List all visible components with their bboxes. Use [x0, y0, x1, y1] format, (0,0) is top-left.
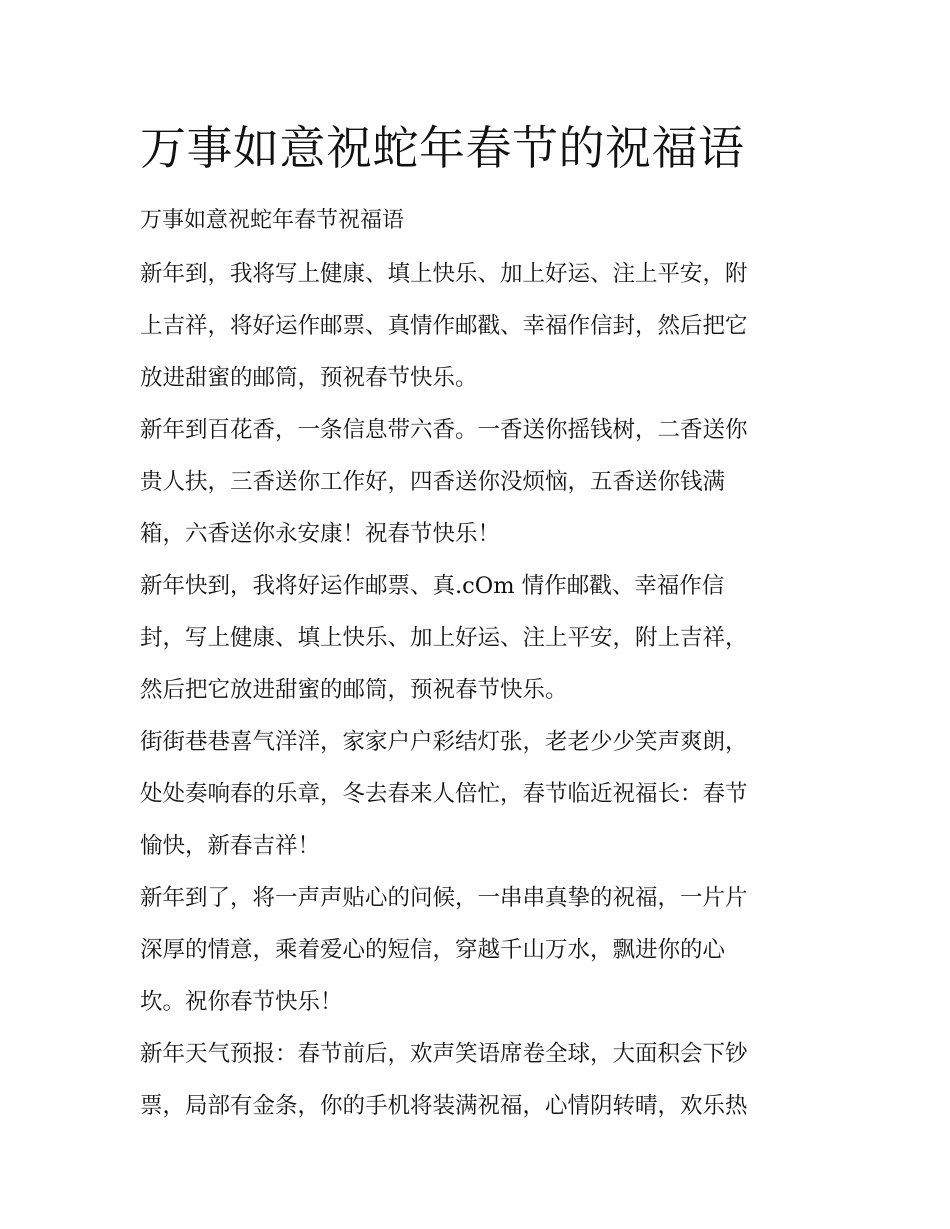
paragraph	[140, 872, 820, 1028]
paragraph-line: 处处奏响春的乐章，冬去春来人倍忙，春节临近祝福长：春节	[140, 781, 748, 807]
paragraph-line: 愉快，新春吉祥！	[140, 833, 321, 859]
paragraph-line: 票，局部有金条，你的手机将装满祝福，心情阴转晴，欢乐热	[140, 1093, 748, 1119]
paragraph-line: 贵人扶，三香送你工作好，四香送你没烦恼，五香送你钱满	[140, 469, 726, 495]
paragraph-line: 箱，六香送你永安康！祝春节快乐！	[140, 521, 501, 547]
paragraph-line: 新年到百花香，一条信息带六香。一香送你摇钱树，二香送你	[140, 417, 748, 443]
paragraph	[140, 716, 820, 872]
paragraph-line: 上吉祥，将好运作邮票、真情作邮戳、幸福作信封，然后把它	[140, 313, 748, 339]
paragraph	[140, 560, 820, 716]
subtitle: 万事如意祝蛇年春节祝福语	[140, 208, 405, 233]
paragraph-line: 然后把它放进甜蜜的邮筒，预祝春节快乐。	[140, 677, 568, 703]
paragraph-line: 新年天气预报：春节前后，欢声笑语席卷全球，大面积会下钞	[140, 1041, 748, 1067]
document-body	[140, 118, 820, 1132]
paragraph-line: 新年快到，我将好运作邮票、真.cOm 情作邮戳、幸福作信	[140, 573, 725, 599]
paragraph-line: 封，写上健康、填上快乐、加上好运、注上平安，附上吉祥，	[140, 625, 748, 651]
paragraph-line: 街街巷巷喜气洋洋，家家户户彩结灯张，老老少少笑声爽朗，	[140, 729, 748, 755]
paragraph-line: 新年到，我将写上健康、填上快乐、加上好运、注上平安，附	[140, 261, 748, 287]
paragraph	[140, 404, 820, 560]
paragraph-line: 坎。祝你春节快乐！	[140, 989, 343, 1015]
paragraph-line: 深厚的情意，乘着爱心的短信，穿越千山万水，飘进你的心	[140, 937, 726, 963]
paragraph	[140, 1028, 820, 1132]
paragraph	[140, 248, 820, 404]
paragraph-line: 放进甜蜜的邮筒，预祝春节快乐。	[140, 365, 478, 391]
page-title: 万事如意祝蛇年春节的祝福语	[140, 121, 745, 175]
paragraph-line: 新年到了，将一声声贴心的问候，一串串真挚的祝福，一片片	[140, 885, 748, 911]
